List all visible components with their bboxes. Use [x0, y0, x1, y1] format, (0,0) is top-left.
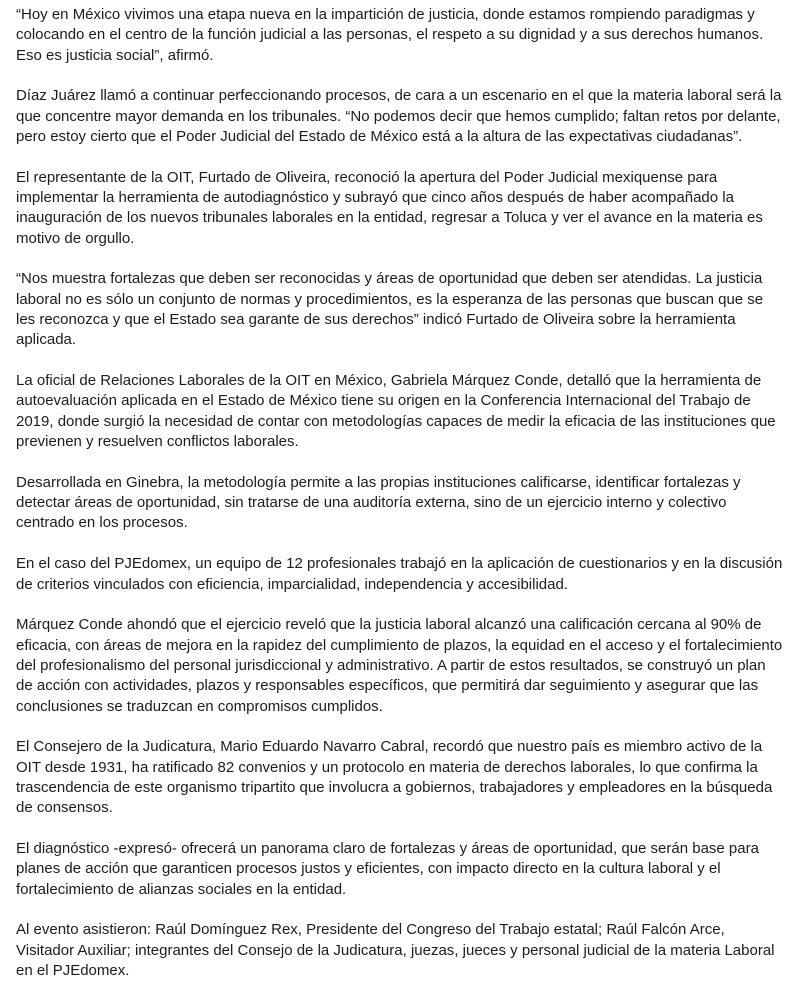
paragraph-oit-representative: El representante de la OIT, Furtado de Oliveira, reconoció la apertura del Poder Judicial mexiquense para implementar la herramienta de autodiagnóstico y subrayó que cinco años después de haber acompañado la inauguración de los nuevos tribunales laborales en la entidad, regresar a Toluca y ver el avance en la materia es motivo de orgullo. — [16, 168, 763, 247]
paragraph-navarro-cabral: El Consejero de la Judicatura, Mario Eduardo Navarro Cabral, recordó que nuestro país es miembro activo de la OIT desde 1931, ha ratificado 82 convenios y un protocolo en materia de derechos laborales, lo que confirma la trascendencia de este organismo tripartito que involucra a gobiernos, trabajadores y empleadores en la búsqueda de consensos. — [16, 738, 773, 817]
paragraph-pjedomex-team: En el caso del PJEdomex, un equipo de 12 profesionales trabajó en la aplicación de cuestionarios y en la discusión de criterios vinculados con eficiencia, imparcialidad, independencia y accesibilidad. — [16, 555, 783, 593]
paragraph-attendees: Al evento asistieron: Raúl Domínguez Rex, Presidente del Congreso del Trabajo estatal; Raúl Falcón Arce, Visitador Auxiliar; integrantes del Consejo de la Judicatura, juezas, jueces y personal judicial de la materia Laboral en el PJEdomex. — [16, 921, 775, 979]
paragraph-quote-fortalezas: “Nos muestra fortalezas que deben ser reconocidas y áreas de oportunidad que deben ser atendidas. La justicia laboral no es sólo un conjunto de normas y procedimientos, es la esperanza de las personas que buscan que se les reconozca y que el Estado sea garante de sus derechos” indicó Furtado de Oliveira sobre la herramienta aplicada. — [16, 270, 764, 349]
paragraph-diaz-juarez: Díaz Juárez llamó a continuar perfeccionando procesos, de cara a un escenario en el que la materia laboral será la que concentre mayor demanda en los tribunales. “No podemos decir que hemos cumplido; faltan retos por delante, pero estoy cierto que el Poder Judicial del Estado de México está a la altura de las expectativas ciudadanas”. — [16, 87, 782, 145]
article-body — [16, 5, 786, 1002]
paragraph-quote-justicia-social: “Hoy en México vivimos una etapa nueva en la impartición de justicia, donde estamos rompiendo paradigmas y colocando en el centro de la función judicial a las personas, el respeto a su dignidad y a sus derechos humanos. Eso es justicia social”, afirmó. — [16, 6, 764, 64]
paragraph-marquez-conde: La oficial de Relaciones Laborales de la OIT en México, Gabriela Márquez Conde, detalló que la herramienta de autoevaluación aplicada en el Estado de México tiene su origen en la Conferencia Internacional del Trabajo de 2019, donde surgió la necesidad de contar con metodologías capaces de medir la eficacia de las instituciones que previenen y resuelven conflictos laborales. — [16, 372, 776, 451]
paragraph-ginebra-methodology: Desarrollada en Ginebra, la metodología permite a las propias instituciones calificarse, identificar fortalezas y detectar áreas de oportunidad, sin tratarse de una auditoría externa, sino de un ejercicio interno y colectivo centrado en los procesos. — [16, 473, 741, 532]
paragraph-results: Márquez Conde ahondó que el ejercicio reveló que la justicia laboral alcanzó una calificación cercana al 90% de eficacia, con áreas de mejora en la rapidez del cumplimiento de plazos, la equidad en el acceso y el fortalecimiento del profesionalismo del personal jurisdiccional y administrativo. A partir de estos resultados, se construyó un plan de acción con actividades, plazos y responsables específicos, que permitirá dar seguimiento y asegurar que las conclusiones se traduzcan en compromisos cumplidos. — [16, 616, 783, 715]
paragraph-diagnostico: El diagnóstico -expresó- ofrecerá un panorama claro de fortalezas y áreas de oportunidad, que serán base para planes de acción que garanticen procesos justos y eficientes, con impacto directo en la cultura laboral y el fortalecimiento de alianzas sociales en la entidad. — [16, 840, 759, 898]
